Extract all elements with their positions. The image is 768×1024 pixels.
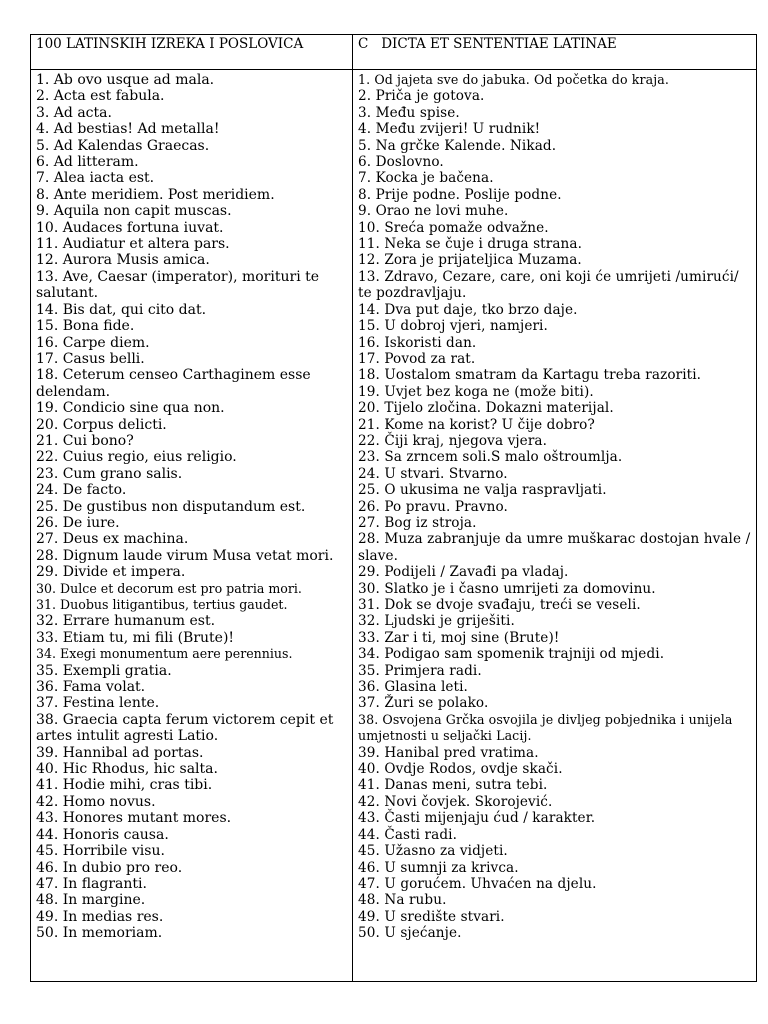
- latin-proverb-item: 32. Errare humanum est.: [36, 613, 216, 630]
- translation-item: 43. Časti mijenjaju ćud / karakter.: [358, 810, 596, 827]
- latin-proverb-item: 45. Horribile visu.: [36, 843, 165, 860]
- latin-proverb-item: 35. Exempli gratia.: [36, 662, 172, 679]
- latin-proverb-item: 22. Cuius regio, eius religio.: [36, 449, 237, 466]
- translation-item: 1. Od jajeta sve do jabuka. Od početka do kraja.: [358, 72, 669, 87]
- latin-proverb-item: 31. Duobus litigantibus, tertius gaudet.: [36, 597, 288, 612]
- translation-item: 13. Zdravo, Cezare, care, oni koji će umrijeti /umirući/ te pozdravljaju.: [358, 268, 739, 302]
- translation-item: 40. Ovdje Rodos, ovdje skači.: [358, 761, 563, 778]
- latin-proverb-item: 48. In margine.: [36, 892, 146, 909]
- translation-item: 29. Podijeli / Zavađi pa vladaj.: [358, 564, 569, 581]
- translation-item: 49. U središte stvari.: [358, 908, 505, 925]
- latin-proverb-item: 16. Carpe diem.: [36, 334, 150, 351]
- latin-proverb-item: 47. In flagranti.: [36, 875, 147, 892]
- latin-proverb-item: 49. In medias res.: [36, 908, 164, 925]
- translation-item: 5. Na grčke Kalende. Nikad.: [358, 137, 557, 154]
- translation-item: 14. Dva put daje, tko brzo daje.: [358, 301, 578, 318]
- translation-item: 2. Priča je gotova.: [358, 88, 485, 105]
- translation-item: 30. Slatko je i časno umrijeti za domovinu.: [358, 580, 656, 597]
- latin-proverb-item: 28. Dignum laude virum Musa vetat mori.: [36, 547, 334, 564]
- translation-item: 41. Danas meni, sutra tebi.: [358, 777, 548, 794]
- latin-proverb-item: 29. Divide et impera.: [36, 564, 186, 581]
- latin-proverb-item: 39. Hannibal ad portas.: [36, 744, 204, 761]
- translation-item: 37. Žuri se polako.: [358, 695, 489, 712]
- translation-item: 17. Povod za rat.: [358, 350, 476, 367]
- latin-proverb-item: 27. Deus ex machina.: [36, 531, 189, 548]
- translation-item: 36. Glasina leti.: [358, 679, 468, 696]
- latin-proverb-item: 23. Cum grano salis.: [36, 465, 183, 482]
- latin-proverb-item: 21. Cui bono?: [36, 432, 134, 449]
- latin-proverb-item: 30. Dulce et decorum est pro patria mori.: [36, 580, 302, 596]
- translation-item: 16. Iskoristi dan.: [358, 334, 477, 351]
- translation-item: 20. Tijelo zločina. Dokazni materijal.: [358, 400, 614, 417]
- latin-proverb-item: 1. Ab ovo usque ad mala.: [36, 72, 215, 88]
- translation-item: 21. Kome na korist? U čije dobro?: [358, 416, 595, 433]
- latin-proverb-item: 50. In memoriam.: [36, 925, 163, 942]
- latin-proverb-item: 9. Aquila non capit muscas.: [36, 203, 232, 220]
- translation-item: 24. U stvari. Stvarno.: [358, 465, 508, 482]
- left-column-heading: 100 LATINSKIH IZREKA I POSLOVICA: [31, 35, 353, 70]
- translation-item: 31. Dok se dvoje svađaju, treći se veseli.: [358, 597, 641, 613]
- translation-item: 50. U sjećanje.: [358, 925, 462, 942]
- latin-proverb-item: 10. Audaces fortuna iuvat.: [36, 219, 224, 236]
- translation-item: 44. Časti radi.: [358, 826, 458, 843]
- translation-item: 8. Prije podne. Poslije podne.: [358, 186, 562, 203]
- table-body-row: [31, 70, 757, 982]
- latin-proverb-item: 14. Bis dat, qui cito dat.: [36, 301, 207, 318]
- latin-proverb-item: 11. Audiatur et altera pars.: [36, 236, 230, 253]
- latin-proverb-item: 19. Condicio sine qua non.: [36, 400, 225, 417]
- latin-proverb-item: 38. Graecia capta ferum victorem cepit et artes intulit agresti Latio.: [36, 711, 334, 745]
- translation-item: 34. Podigao sam spomenik trajniji od mjedi.: [358, 646, 665, 663]
- latin-proverb-item: 6. Ad litteram.: [36, 154, 139, 171]
- translation-item: 48. Na rubu.: [358, 892, 447, 909]
- latin-proverb-item: 18. Ceterum censeo Carthaginem esse delendam.: [36, 367, 311, 400]
- translation-item: 42. Novi čovjek. Skorojević.: [358, 793, 553, 810]
- latin-proverb-item: 7. Alea iacta est.: [36, 170, 155, 187]
- translation-item: 9. Orao ne lovi muhe.: [358, 203, 509, 220]
- proverbs-table: [30, 34, 757, 982]
- translation-item: 7. Kocka je bačena.: [358, 170, 494, 187]
- latin-proverb-item: 37. Festina lente.: [36, 695, 160, 712]
- translation-item: 3. Među spise.: [358, 104, 460, 121]
- translation-item: 18. Uostalom smatram da Kartagu treba razoriti.: [358, 367, 702, 384]
- translation-column: [353, 70, 757, 982]
- translation-item: 27. Bog iz stroja.: [358, 514, 477, 531]
- translation-item: 45. Užasno za vidjeti.: [358, 843, 508, 860]
- translation-item: 35. Primjera radi.: [358, 662, 482, 679]
- translation-item: 26. Po pravu. Pravno.: [358, 498, 508, 515]
- latin-proverb-item: 2. Acta est fabula.: [36, 88, 165, 105]
- translation-item: 23. Sa zrncem soli.S malo oštroumlja.: [358, 449, 623, 466]
- latin-proverb-item: 3. Ad acta.: [36, 104, 112, 121]
- translation-item: 19. Uvjet bez koga ne (može biti).: [358, 383, 594, 400]
- translation-item: 28. Muza zabranjuje da umre muškarac dostojan hvale / slave.: [358, 531, 751, 564]
- latin-proverb-item: 33. Etiam tu, mi fili (Brute)!: [36, 629, 235, 646]
- latin-proverb-item: 24. De facto.: [36, 482, 127, 499]
- latin-proverb-item: 15. Bona fide.: [36, 318, 135, 335]
- latin-proverb-item: 43. Honores mutant mores.: [36, 810, 232, 827]
- latin-proverb-item: 42. Homo novus.: [36, 793, 156, 810]
- latin-proverb-item: 34. Exegi monumentum aere perennius.: [36, 646, 293, 662]
- latin-proverb-item: 8. Ante meridiem. Post meridiem.: [36, 186, 275, 203]
- translation-item: 47. U gorućem. Uhvaćen na djelu.: [358, 875, 597, 892]
- translation-item: 15. U dobroj vjeri, namjeri.: [358, 318, 548, 335]
- latin-proverb-item: 40. Hic Rhodus, hic salta.: [36, 761, 218, 778]
- latin-proverb-item: 20. Corpus delicti.: [36, 416, 167, 433]
- right-column-heading: C DICTA ET SENTENTIAE LATINAE: [353, 35, 757, 70]
- latin-proverb-item: 13. Ave, Caesar (imperator), morituri te salutant.: [36, 268, 320, 302]
- translation-item: 10. Sreća pomaže odvažne.: [358, 219, 549, 236]
- latin-proverb-item: 12. Aurora Musis amica.: [36, 252, 210, 269]
- latin-column: [31, 70, 353, 982]
- latin-proverb-item: 4. Ad bestias! Ad metalla!: [36, 121, 220, 138]
- translation-item: 38. Osvojena Grčka osvojila je divljeg pobjednika i unijela umjetnosti u seljački Lacij.: [358, 711, 733, 744]
- latin-proverb-item: 26. De iure.: [36, 514, 120, 531]
- translation-item: 11. Neka se čuje i druga strana.: [358, 236, 583, 253]
- latin-proverb-item: 41. Hodie mihi, cras tibi.: [36, 777, 213, 794]
- latin-proverb-item: 5. Ad Kalendas Graecas.: [36, 137, 210, 154]
- translation-item: 4. Među zvijeri! U rudnik!: [358, 121, 541, 138]
- translation-item: 25. O ukusima ne valja raspravljati.: [358, 482, 607, 499]
- latin-proverb-item: 36. Fama volat.: [36, 679, 146, 696]
- translation-item: 46. U sumnji za krivca.: [358, 859, 519, 876]
- translation-item: 22. Čiji kraj, njegova vjera.: [358, 432, 548, 449]
- latin-proverb-item: 46. In dubio pro reo.: [36, 859, 183, 876]
- latin-proverb-item: 25. De gustibus non disputandum est.: [36, 498, 306, 515]
- translation-item: 33. Zar i ti, moj sine (Brute)!: [358, 629, 560, 646]
- latin-proverb-item: 17. Casus belli.: [36, 350, 145, 367]
- translation-item: 6. Doslovno.: [358, 154, 444, 171]
- translation-item: 32. Ljudski je griješiti.: [358, 613, 515, 630]
- translation-item: 12. Zora je prijateljica Muzama.: [358, 252, 582, 269]
- latin-proverb-item: 44. Honoris causa.: [36, 826, 169, 843]
- translation-item: 39. Hanibal pred vratima.: [358, 744, 539, 761]
- table-header-row: [31, 35, 757, 70]
